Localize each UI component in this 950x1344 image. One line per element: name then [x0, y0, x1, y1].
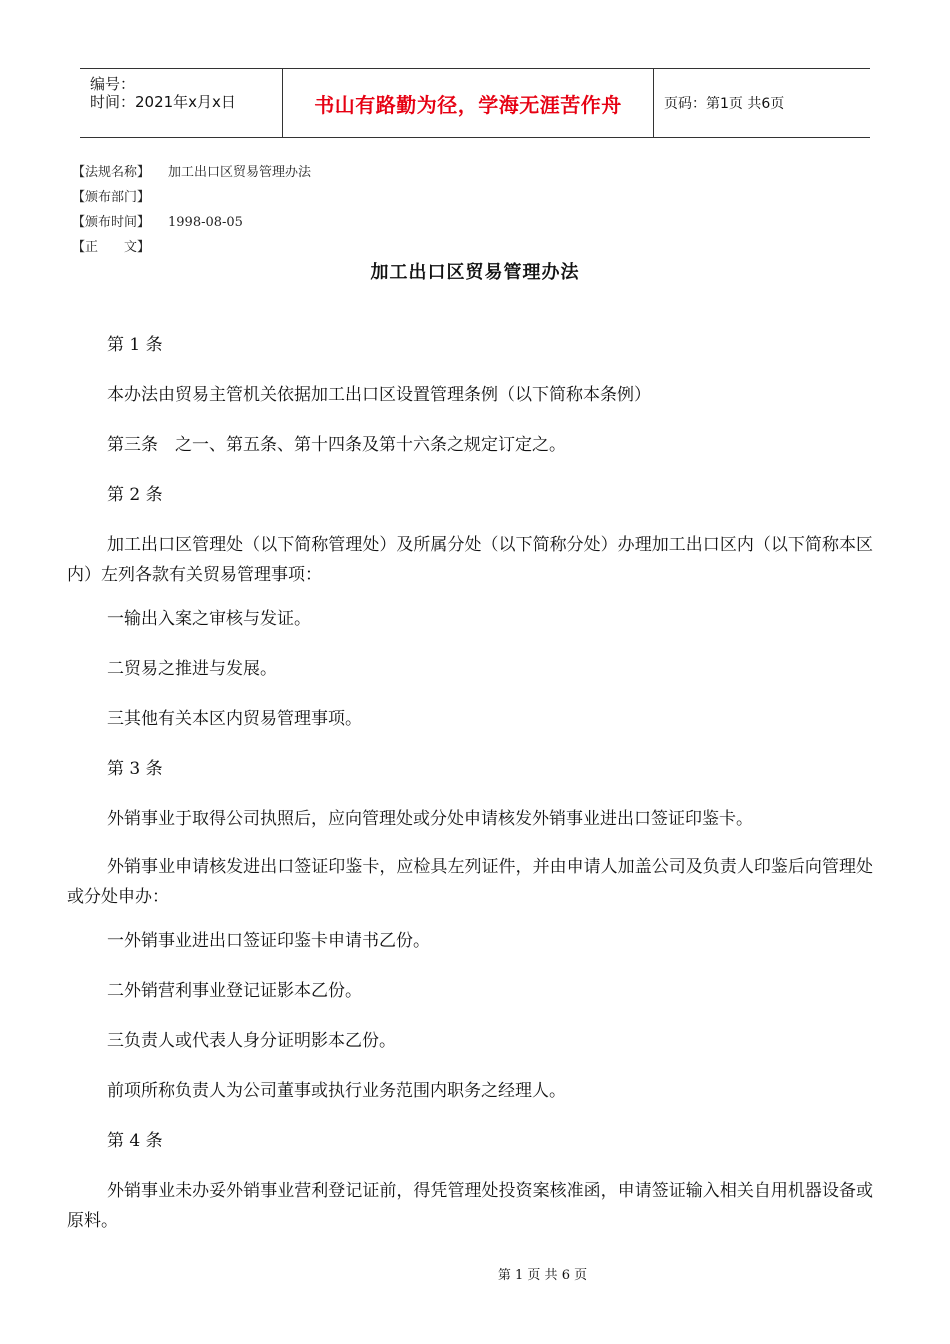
- paragraph: 加工出口区管理处（以下简称管理处）及所属分处（以下简称分处）办理加工出口区内（以下简称本区内）左列各款有关贸易管理事项：: [67, 535, 873, 585]
- article-heading: 第 1 条: [107, 335, 163, 355]
- paragraph: 一外销事业进出口签证印鉴卡申请书乙份。: [107, 931, 430, 951]
- metadata-block: [72, 160, 311, 260]
- number-label: 编号：: [90, 75, 136, 93]
- paragraph: 第三条 之一、第五条、第十四条及第十六条之规定订定之。: [107, 435, 566, 455]
- document-title: 加工出口区贸易管理办法: [370, 262, 580, 283]
- motto: 书山有路勤为径，学海无涯苦作舟: [282, 69, 654, 137]
- meta-key: 【正 文】: [72, 240, 151, 255]
- article-heading: 第 3 条: [107, 759, 163, 779]
- meta-key: 【法规名称】: [72, 165, 151, 180]
- paragraph: 一输出入案之审核与发证。: [107, 609, 311, 629]
- paragraph: 三负责人或代表人身分证明影本乙份。: [107, 1031, 396, 1051]
- meta-key: 【颁布部门】: [72, 190, 151, 205]
- paragraph: 三其他有关本区内贸易管理事项。: [107, 709, 362, 729]
- paragraph: 本办法由贸易主管机关依据加工出口区设置管理条例（以下简称本条例）: [107, 385, 651, 405]
- paragraph: 外销事业申请核发进出口签证印鉴卡，应检具左列证件，并由申请人加盖公司及负责人印鉴后向管理处或分处申办：: [67, 857, 873, 907]
- paragraph: 二贸易之推进与发展。: [107, 659, 277, 679]
- page-footer: 第 1 页 共 6 页: [497, 1268, 588, 1283]
- page-info: 页码：第1页 共6页: [664, 96, 785, 112]
- article-heading: 第 2 条: [107, 485, 163, 505]
- meta-row: [72, 210, 311, 235]
- meta-row: [72, 235, 311, 260]
- paragraph: 前项所称负责人为公司董事或执行业务范围内职务之经理人。: [107, 1081, 566, 1101]
- article-heading: 第 4 条: [107, 1131, 163, 1151]
- meta-row: [72, 185, 311, 210]
- paragraph: 二外销营利事业登记证影本乙份。: [107, 981, 362, 1001]
- meta-value: 1998-08-05: [168, 215, 243, 230]
- meta-row: [72, 160, 311, 185]
- header-table: [80, 68, 870, 138]
- meta-value: 加工出口区贸易管理办法: [168, 165, 312, 180]
- header-left-cell: [80, 69, 282, 137]
- paragraph: 外销事业于取得公司执照后，应向管理处或分处申请核发外销事业进出口签证印鉴卡。: [107, 809, 753, 829]
- time-label: 时间：2021年x月x日: [90, 93, 236, 111]
- paragraph: 外销事业未办妥外销事业营利登记证前，得凭管理处投资案核准函，申请签证输入相关自用机器设备或原料。: [67, 1181, 873, 1231]
- meta-key: 【颁布时间】: [72, 215, 151, 230]
